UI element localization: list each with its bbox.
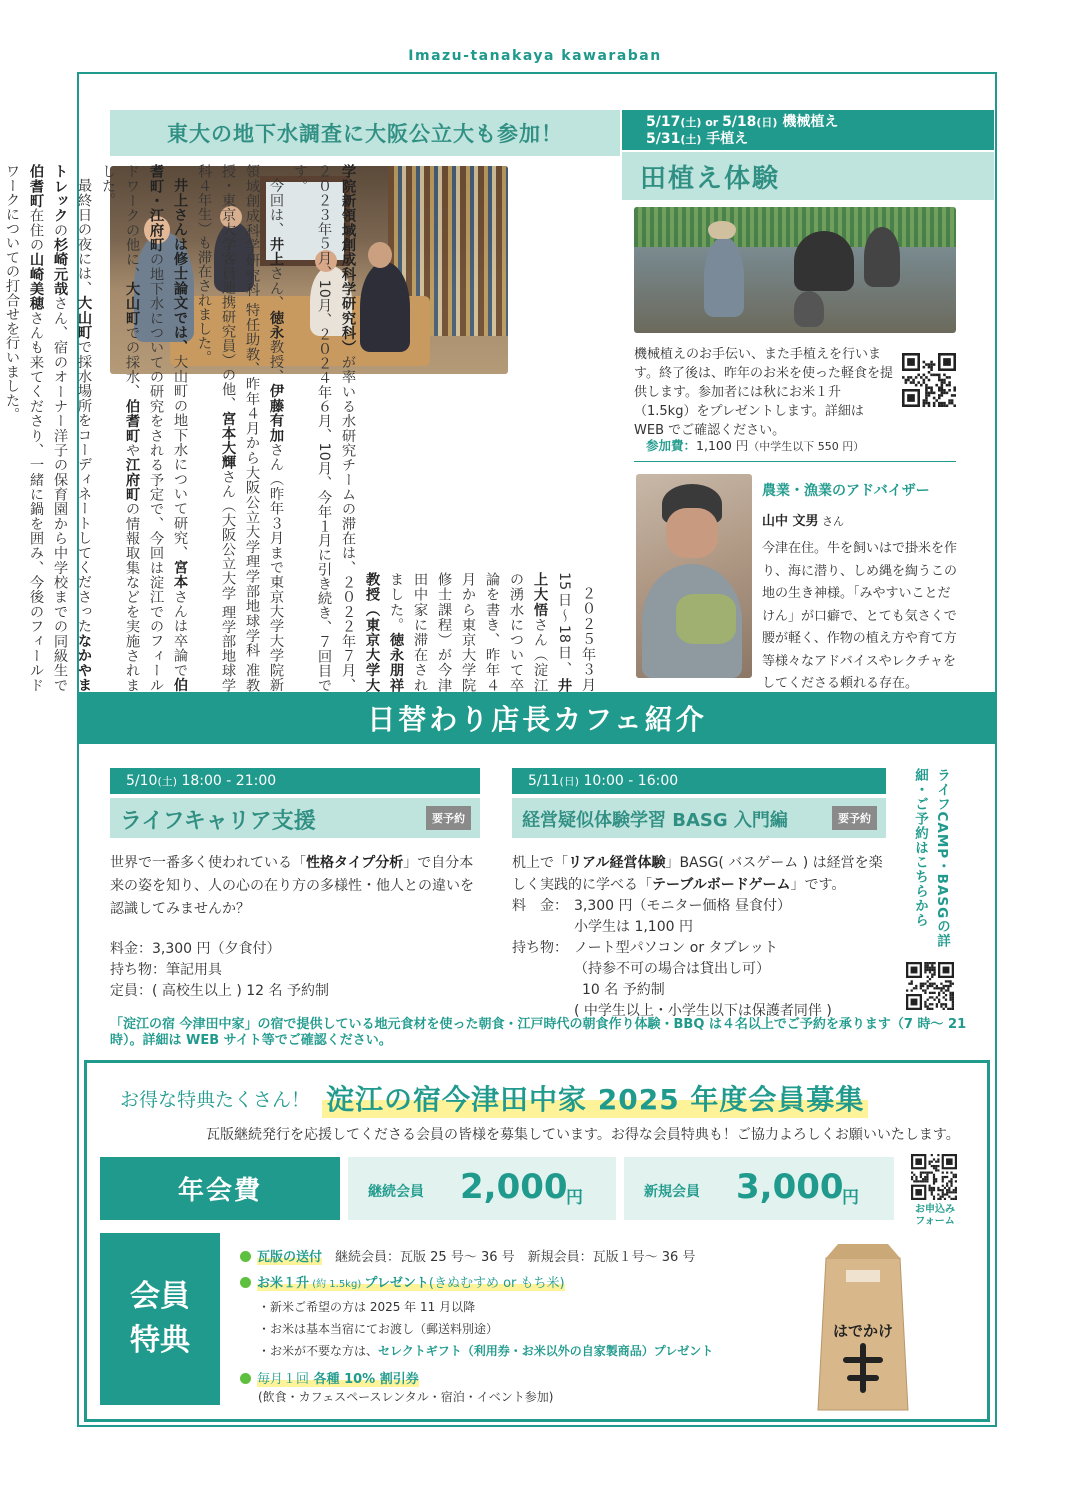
benefit-newsletter: 瓦版の送付 継続会員：瓦版 25 号〜 36 号 新規会員：瓦版１号〜 36 号 [240,1246,695,1265]
event2-reservation-badge: 要予約 [832,806,877,830]
event2-title: 経営疑似体験学習 BASG 入門編 [512,798,886,838]
membership-subtitle: 瓦版継続発行を応援してくださる会員の皆様を募集しています。お得な会員特典も！ご協力よろしくお願いいたします。 [206,1127,960,1143]
article-paragraph: ２０２５年３月15日〜18日、井上大悟さん（淀江の湧水について卒論を書き、昨年４月から東京大学院修士課程）が今津田中家に滞在されました。徳永朋祥教授（東京大学大学院新領域創成科学研究科）が率いる水研究チームの滞在は、２０２２年７月、２０２３年５月、10月、２０２４年６月、10月、今年１月に引き続き、７回目です。 [292,164,596,693]
cafe-section-title: 日替わり店長カフェ紹介 [77,692,997,744]
event1-reservation-badge: 要予約 [426,806,471,830]
article-paragraph: 最終日の夜には、大山町で採水場所をコーディネートしてくださったなかやまトレックの杉崎元哉さん、宿のオーナー洋子の保育園から中学校までの同級生で伯耆町在住の山崎美穂さんも来てくださり、一緒に鍋を囲み、今後のフィールドワークについての打合せを行いました。 [4,164,92,693]
qr-code-icon[interactable] [902,353,956,407]
event2-date: 5/11(日) 10:00 - 16:00 [512,768,886,794]
annual-fee-label: 年会費 [100,1157,340,1220]
breakfast-note: 「淀江の宿 今津田中家」の宿で提供している地元食材を使った朝食・江戸時代の朝食作り体験・BBQ は４名以上でご予約を承ります（7 時〜 21 時）。詳細は WEB サイト等でご確認ください。 [110,1017,967,1048]
benefit-rice: お米１升 (約 1.5kg) プレゼント(きぬむすめ or もち米) [240,1272,565,1291]
advisor-role: 農業・漁業のアドバイザー [762,483,930,499]
groundwater-title: 東大の地下水調査に大阪公立大も参加！ [110,110,620,156]
masthead: Imazu-tanakaya kawaraban [408,48,662,64]
groundwater-article [4,162,600,693]
event1-body: 世界で一番多く使われている「性格タイプ分析」で自分本来の姿を知り、人の心の在り方の多様性・他人との違いを認識してみませんか？ 料金：3,300 円（夕食付） 持ち物：筆記用具 定員：( 高校生以上 ) 12 名 予約制 [110,855,474,999]
event2-body: 机上で「リアル経営体験」BASG( バスゲーム ) は経営を楽しく実践的に学べる「テーブルボードゲーム」です。 料 金： 3,300 円（モニター価格 昼食付） 小学生は 1,100 円 持ち物： ノート型パソコン or タブレット （持参不可の場合は貸出し可） 10 名 予約制 ( 中学生以上・小学生以下は保護者同伴 ) [512,855,883,1019]
advisor-photo [636,474,752,678]
qr-code-icon[interactable] [906,962,954,1010]
rice-planting-photo [634,207,956,333]
rice-planting-title: 田植え体験 [622,152,994,200]
advisor-description: 今津在住。牛を飼いはで掛米を作り、海に潜り、しめ縄を綯うこの地の生き神様。「みやすいことだけん」が口癖で、とても気さくで腰が軽く、作物の植え方や育て方等様々なアドバイスやレクチャをしてくださる頼れる存在。 [762,541,958,691]
divider [634,461,956,462]
rice-bag-illustration [808,1240,918,1412]
event1-title: ライフキャリア支援 [110,798,480,838]
rice-planting-description: 機械植えのお手伝い、また手植えを行います。終了後は、昨年のお米を使った軽食を提供します。参加者には秋にお米１升（1.5kg）をプレゼントします。詳細は WEB でご確認ください。 [634,347,893,438]
article-paragraph: 今回は、井上さん、徳永教授、伊藤有加さん（昨年３月まで東京大学大学院新領域創成科学研究科 特任助教、昨年４月から大阪公立大学理学部地球学科 准教授・東京大学客員連携研究員）の他、宮本大輝さん（大阪公立大学 理学部地球学科４年生）も滞在されました。 [196,164,284,693]
new-member-fee: 新規会員 3,000 円 [624,1157,894,1220]
rice-planting-fee: 参加費：1,100 円（中学生以下 550 円） [646,438,865,453]
application-form-label: お申込み フォーム [915,1204,955,1227]
advisor-name: 山中 文男 さん [762,514,845,529]
svg-text:はでかけ: はでかけ [832,1322,894,1340]
benefit-discount: 毎月１回 各種 10% 割引券 [240,1368,419,1387]
event1-date: 5/10(土) 18:00 - 21:00 [110,768,480,794]
membership-tagline: お得な特典たくさん！ [120,1089,311,1111]
member-benefits-label: 会員 特典 [100,1233,220,1405]
qr-code-icon[interactable] [911,1154,957,1200]
continuing-member-fee: 継続会員 2,000 円 [348,1157,616,1220]
rice-planting-dates: 5/17(土) or 5/18(日) 機械植え 5/31(土) 手植え [622,110,994,150]
membership-title: 淀江の宿今津田中家 2025 年度会員募集 [322,1078,868,1118]
article-paragraph: 井上さんは修士論文では、大山町の地下水について研究、宮本さんは卒論で伯耆町・江府町の地下水についての研究をされる予定で、今回は淀江でのフィールドワークの他に、大山町での採水、伯耆町や江府町の情報取集などを実施されました。 [100,164,188,693]
cafe-details-note: ライフCAMP・BASGの詳細・ご予約はこちらから [912,768,950,949]
